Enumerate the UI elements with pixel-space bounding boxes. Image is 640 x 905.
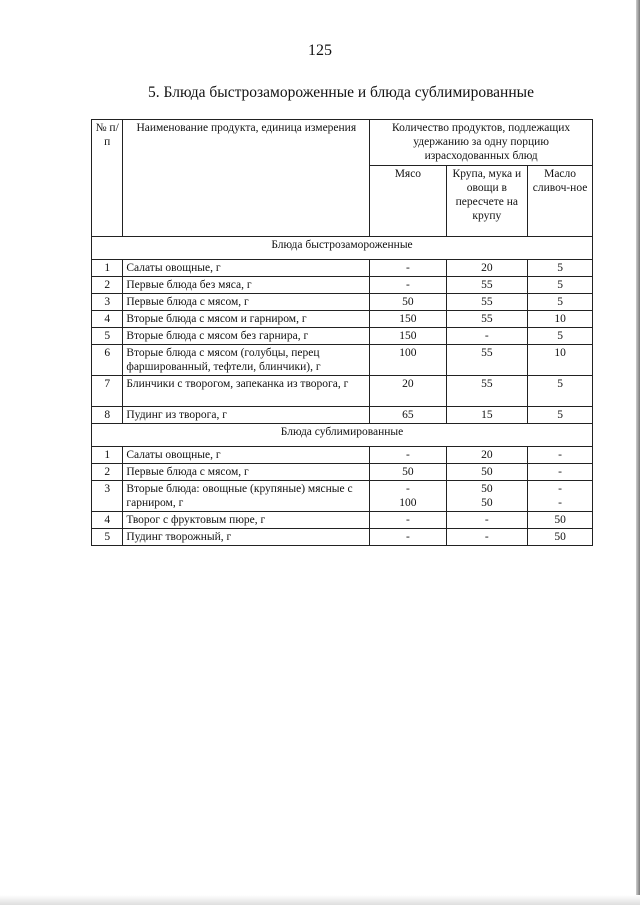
page-number: 125 bbox=[308, 42, 332, 59]
row-butter: 5 bbox=[528, 407, 593, 424]
row-grain bbox=[446, 481, 528, 512]
row-name: Первые блюда без мяса, г bbox=[123, 277, 370, 294]
header-quantity: Количество продуктов, подлежащих удержанию за одну порцию израсходованных блюд bbox=[370, 120, 593, 166]
table-row bbox=[92, 260, 593, 277]
row-meat: 100 bbox=[370, 345, 446, 376]
row-name: Пудинг из творога, г bbox=[123, 407, 370, 424]
row-name: Вторые блюда: овощные (крупяные) мясные с гарниром, г bbox=[123, 481, 370, 512]
row-butter: 5 bbox=[528, 294, 593, 311]
table-row bbox=[92, 345, 593, 376]
table-row bbox=[92, 328, 593, 345]
row-num: 1 bbox=[92, 260, 123, 277]
row-meat: - bbox=[370, 260, 446, 277]
row-butter: 10 bbox=[528, 345, 593, 376]
row-meat: 150 bbox=[370, 328, 446, 345]
row-grain: 55 bbox=[446, 311, 528, 328]
row-num: 2 bbox=[92, 464, 123, 481]
row-num: 4 bbox=[92, 512, 123, 529]
row-name: Вторые блюда с мясом и гарниром, г bbox=[123, 311, 370, 328]
header-name: Наименование продукта, единица измерения bbox=[123, 120, 370, 237]
row-butter-line1: - bbox=[558, 483, 562, 495]
row-num: 3 bbox=[92, 294, 123, 311]
table-row bbox=[92, 407, 593, 424]
row-butter: 10 bbox=[528, 311, 593, 328]
page-bottom-shadow bbox=[0, 895, 640, 905]
row-meat: 50 bbox=[370, 464, 446, 481]
row-butter: 5 bbox=[528, 376, 593, 407]
row-name: Первые блюда с мясом, г bbox=[123, 294, 370, 311]
table-row bbox=[92, 529, 593, 546]
row-meat: 150 bbox=[370, 311, 446, 328]
row-meat-line1: - bbox=[405, 483, 410, 495]
row-grain: 50 bbox=[446, 464, 528, 481]
table-row bbox=[92, 512, 593, 529]
row-num: 2 bbox=[92, 277, 123, 294]
row-num: 3 bbox=[92, 481, 123, 512]
table-row bbox=[92, 311, 593, 328]
table-row bbox=[92, 481, 593, 512]
row-butter: 5 bbox=[528, 260, 593, 277]
row-meat: - bbox=[370, 512, 446, 529]
table-header-row bbox=[92, 120, 593, 166]
row-butter: 5 bbox=[528, 328, 593, 345]
table-row bbox=[92, 464, 593, 481]
header-meat: Мясо bbox=[370, 166, 446, 237]
row-meat bbox=[370, 481, 446, 512]
row-butter: - bbox=[528, 447, 593, 464]
row-grain-line1: 50 bbox=[481, 483, 493, 495]
row-grain: 55 bbox=[446, 277, 528, 294]
header-butter: Масло сливоч-ное bbox=[528, 166, 593, 237]
row-name: Первые блюда с мясом, г bbox=[123, 464, 370, 481]
row-butter bbox=[528, 481, 593, 512]
row-meat: 65 bbox=[370, 407, 446, 424]
row-num: 1 bbox=[92, 447, 123, 464]
section-title: 5. Блюда быстрозамороженные и блюда сублимированные bbox=[148, 84, 534, 101]
row-num: 5 bbox=[92, 328, 123, 345]
row-meat: 20 bbox=[370, 376, 446, 407]
deduction-table bbox=[91, 119, 593, 546]
header-num: № п/п bbox=[92, 120, 123, 237]
row-grain: 55 bbox=[446, 376, 528, 407]
row-butter: 5 bbox=[528, 277, 593, 294]
table-row bbox=[92, 277, 593, 294]
row-grain: 20 bbox=[446, 260, 528, 277]
row-grain-line2: 50 bbox=[481, 497, 493, 509]
row-grain: - bbox=[446, 328, 528, 345]
section-heading: Блюда сублимированные bbox=[92, 424, 593, 447]
row-name: Блинчики с творогом, запеканка из творога, г bbox=[123, 376, 370, 407]
table-row bbox=[92, 294, 593, 311]
row-meat-line2: 100 bbox=[399, 497, 417, 509]
row-grain: - bbox=[446, 512, 528, 529]
row-meat: - bbox=[370, 447, 446, 464]
row-meat: - bbox=[370, 529, 446, 546]
section-row bbox=[92, 424, 593, 447]
table-row bbox=[92, 376, 593, 407]
row-name: Пудинг творожный, г bbox=[123, 529, 370, 546]
row-name: Творог с фруктовым пюре, г bbox=[123, 512, 370, 529]
row-grain: 20 bbox=[446, 447, 528, 464]
section-heading: Блюда быстрозамороженные bbox=[92, 237, 593, 260]
page-edge-shadow bbox=[636, 0, 640, 905]
row-butter-line2: - bbox=[558, 497, 562, 509]
row-grain: - bbox=[446, 529, 528, 546]
row-grain: 55 bbox=[446, 294, 528, 311]
header-grain: Крупа, мука и овощи в пересчете на крупу bbox=[446, 166, 528, 237]
section-row bbox=[92, 237, 593, 260]
row-name: Вторые блюда с мясом без гарнира, г bbox=[123, 328, 370, 345]
row-num: 7 bbox=[92, 376, 123, 407]
row-num: 8 bbox=[92, 407, 123, 424]
table-row bbox=[92, 447, 593, 464]
row-name: Салаты овощные, г bbox=[123, 260, 370, 277]
row-butter: 50 bbox=[528, 512, 593, 529]
row-num: 5 bbox=[92, 529, 123, 546]
row-meat: 50 bbox=[370, 294, 446, 311]
row-num: 6 bbox=[92, 345, 123, 376]
row-butter: 50 bbox=[528, 529, 593, 546]
row-num: 4 bbox=[92, 311, 123, 328]
row-butter: - bbox=[528, 464, 593, 481]
row-name: Салаты овощные, г bbox=[123, 447, 370, 464]
row-meat: - bbox=[370, 277, 446, 294]
row-name: Вторые блюда с мясом (голубцы, перец фаршированный, тефтели, блинчики), г bbox=[123, 345, 370, 376]
row-grain: 15 bbox=[446, 407, 528, 424]
row-grain: 55 bbox=[446, 345, 528, 376]
